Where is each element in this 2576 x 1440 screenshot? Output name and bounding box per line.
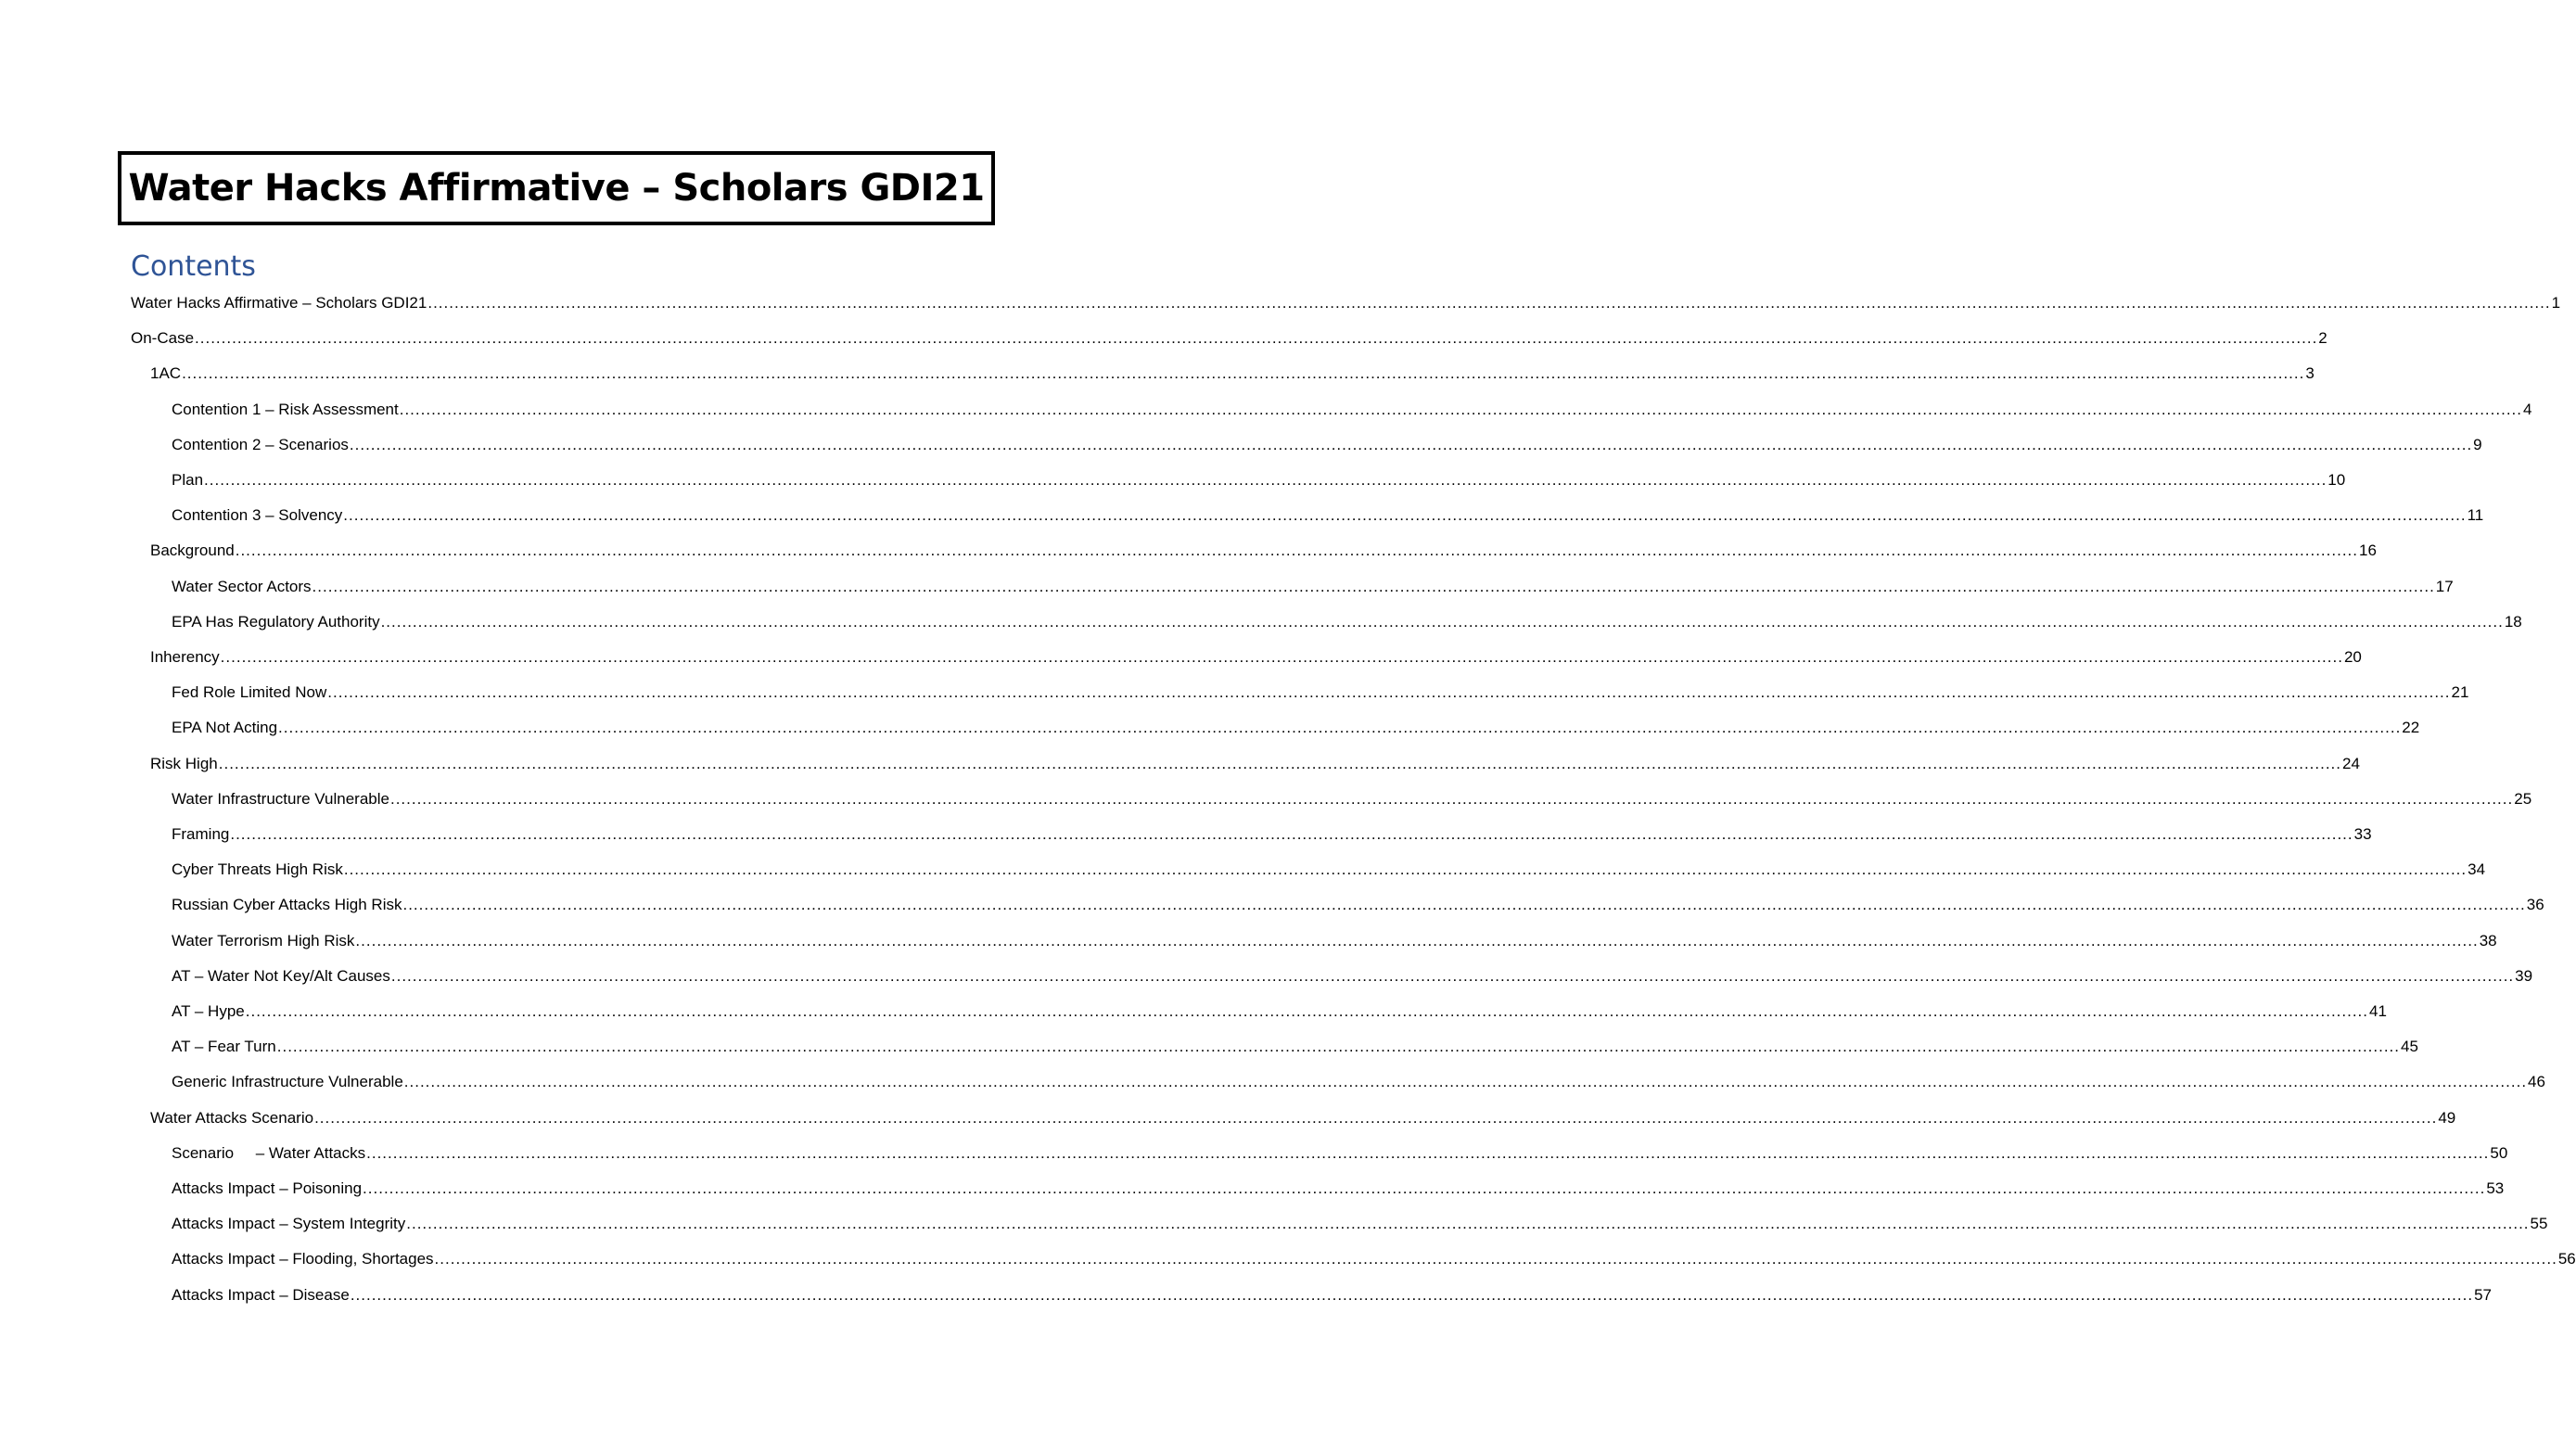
toc-entry[interactable] bbox=[131, 291, 2561, 313]
toc-dot-leader: ................................................................................................................................................................................................................................................................................................................................................................................................................ bbox=[363, 1179, 2486, 1197]
toc-entry[interactable] bbox=[131, 326, 2327, 349]
toc-entry-page-number: 3 bbox=[2305, 364, 2315, 382]
toc-dot-leader: ................................................................................................................................................................................................................................................................................................................................................................................................................ bbox=[218, 755, 2342, 772]
toc-dot-leader: ................................................................................................................................................................................................................................................................................................................................................................................................................ bbox=[204, 471, 2327, 489]
toc-entry-label: Scenario – Water Attacks bbox=[172, 1144, 366, 1162]
toc-entry-page-number: 36 bbox=[2526, 896, 2544, 913]
toc-entry-page-number: 46 bbox=[2528, 1073, 2545, 1090]
toc-entry-label: Russian Cyber Attacks High Risk bbox=[172, 896, 402, 913]
toc-entry-label: Cyber Threats High Risk bbox=[172, 860, 343, 878]
toc-entry-label: Risk High bbox=[150, 755, 218, 772]
toc-entry-page-number: 50 bbox=[2490, 1144, 2508, 1162]
toc-entry-label: Water Infrastructure Vulnerable bbox=[172, 790, 389, 808]
toc-entry-page-number: 39 bbox=[2515, 967, 2533, 985]
toc-entry[interactable] bbox=[172, 433, 2482, 455]
toc-entry-page-number: 2 bbox=[2318, 329, 2327, 347]
toc-entry-label: Fed Role Limited Now bbox=[172, 683, 327, 701]
toc-entry[interactable] bbox=[150, 362, 2315, 384]
toc-dot-leader: ................................................................................................................................................................................................................................................................................................................................................................................................................ bbox=[195, 329, 2318, 347]
toc-entry[interactable] bbox=[172, 575, 2454, 597]
toc-entry-label: Plan bbox=[172, 471, 204, 489]
toc-entry[interactable] bbox=[172, 1000, 2387, 1022]
toc-entry[interactable] bbox=[172, 858, 2486, 880]
toc-entry-page-number: 57 bbox=[2474, 1286, 2492, 1304]
toc-entry-page-number: 55 bbox=[2530, 1215, 2548, 1232]
toc-entry-label: Background bbox=[150, 542, 235, 559]
toc-entry-label: Water Attacks Scenario bbox=[150, 1109, 314, 1127]
toc-dot-leader: ................................................................................................................................................................................................................................................................................................................................................................................................................ bbox=[406, 1215, 2530, 1232]
toc-entry[interactable] bbox=[150, 645, 2362, 668]
toc-entry-label: Contention 1 – Risk Assessment bbox=[172, 401, 399, 418]
toc-entry[interactable] bbox=[172, 716, 2420, 738]
toc-entry-label: EPA Not Acting bbox=[172, 719, 278, 736]
toc-entry[interactable] bbox=[172, 1283, 2492, 1306]
toc-entry-label: AT – Hype bbox=[172, 1002, 245, 1020]
toc-entry[interactable] bbox=[172, 1212, 2548, 1234]
toc-entry[interactable] bbox=[172, 822, 2372, 845]
toc-entry-page-number: 9 bbox=[2473, 436, 2482, 453]
toc-entry-page-number: 53 bbox=[2486, 1179, 2505, 1197]
toc-entry-page-number: 25 bbox=[2514, 790, 2532, 808]
toc-entry-page-number: 22 bbox=[2402, 719, 2420, 736]
toc-dot-leader: ................................................................................................................................................................................................................................................................................................................................................................................................................ bbox=[399, 401, 2522, 418]
document-title: Water Hacks Affirmative – Scholars GDI21 bbox=[128, 167, 985, 210]
toc-entry[interactable] bbox=[172, 1035, 2418, 1057]
toc-entry-page-number: 11 bbox=[2467, 506, 2484, 524]
toc-entry-label: Attacks Impact – Disease bbox=[172, 1286, 350, 1304]
contents-heading: Contents bbox=[131, 250, 256, 283]
toc-entry-page-number: 1 bbox=[2551, 294, 2561, 312]
toc-entry-label: Framing bbox=[172, 825, 230, 843]
toc-dot-leader: ................................................................................................................................................................................................................................................................................................................................................................................................................ bbox=[220, 648, 2343, 666]
toc-entry[interactable] bbox=[172, 929, 2497, 951]
toc-dot-leader: ................................................................................................................................................................................................................................................................................................................................................................................................................ bbox=[389, 790, 2514, 808]
toc-entry[interactable] bbox=[172, 1177, 2505, 1199]
toc-entry-page-number: 45 bbox=[2401, 1038, 2418, 1055]
toc-entry-label: Water Terrorism High Risk bbox=[172, 932, 355, 949]
toc-entry-label: AT – Fear Turn bbox=[172, 1038, 276, 1055]
toc-dot-leader: ................................................................................................................................................................................................................................................................................................................................................................................................................ bbox=[343, 860, 2468, 878]
toc-dot-leader: ................................................................................................................................................................................................................................................................................................................................................................................................................ bbox=[350, 1286, 2474, 1304]
toc-entry-label: Contention 3 – Solvency bbox=[172, 506, 343, 524]
toc-dot-leader: ................................................................................................................................................................................................................................................................................................................................................................................................................ bbox=[390, 967, 2515, 985]
toc-entry-page-number: 56 bbox=[2557, 1250, 2576, 1268]
toc-dot-leader: ................................................................................................................................................................................................................................................................................................................................................................................................................ bbox=[182, 364, 2305, 382]
toc-entry-page-number: 20 bbox=[2343, 648, 2362, 666]
toc-dot-leader: ................................................................................................................................................................................................................................................................................................................................................................................................................ bbox=[366, 1144, 2490, 1162]
toc-entry-page-number: 34 bbox=[2468, 860, 2486, 878]
toc-entry-page-number: 18 bbox=[2504, 613, 2522, 631]
toc-entry-label: EPA Has Regulatory Authority bbox=[172, 613, 380, 631]
toc-entry[interactable] bbox=[172, 468, 2346, 491]
toc-entry-page-number: 21 bbox=[2451, 683, 2469, 701]
toc-entry[interactable] bbox=[172, 503, 2484, 526]
toc-entry-label: On-Case bbox=[131, 329, 195, 347]
toc-entry-label: AT – Water Not Key/Alt Causes bbox=[172, 967, 390, 985]
toc-dot-leader: ................................................................................................................................................................................................................................................................................................................................................................................................................ bbox=[434, 1250, 2557, 1268]
toc-dot-leader: ................................................................................................................................................................................................................................................................................................................................................................................................................ bbox=[380, 613, 2504, 631]
toc-entry[interactable] bbox=[172, 1070, 2545, 1092]
toc-dot-leader: ................................................................................................................................................................................................................................................................................................................................................................................................................ bbox=[278, 719, 2402, 736]
toc-dot-leader: ................................................................................................................................................................................................................................................................................................................................................................................................................ bbox=[230, 825, 2353, 843]
toc-entry-page-number: 49 bbox=[2438, 1109, 2456, 1127]
toc-entry-page-number: 41 bbox=[2369, 1002, 2387, 1020]
toc-entry-page-number: 17 bbox=[2435, 578, 2454, 595]
toc-dot-leader: ................................................................................................................................................................................................................................................................................................................................................................................................................ bbox=[355, 932, 2479, 949]
toc-entry[interactable] bbox=[150, 752, 2360, 774]
toc-entry-label: Generic Infrastructure Vulnerable bbox=[172, 1073, 403, 1090]
toc-entry-label: 1AC bbox=[150, 364, 182, 382]
toc-entry[interactable] bbox=[172, 787, 2532, 809]
toc-entry[interactable] bbox=[172, 964, 2533, 987]
toc-entry[interactable] bbox=[150, 539, 2377, 561]
toc-dot-leader: ................................................................................................................................................................................................................................................................................................................................................................................................................ bbox=[349, 436, 2473, 453]
toc-dot-leader: ................................................................................................................................................................................................................................................................................................................................................................................................................ bbox=[327, 683, 2451, 701]
toc-dot-leader: ................................................................................................................................................................................................................................................................................................................................................................................................................ bbox=[312, 578, 2435, 595]
toc-dot-leader: ................................................................................................................................................................................................................................................................................................................................................................................................................ bbox=[245, 1002, 2369, 1020]
toc-entry-page-number: 33 bbox=[2353, 825, 2372, 843]
toc-entry-label: Contention 2 – Scenarios bbox=[172, 436, 349, 453]
toc-entry-label: Attacks Impact – System Integrity bbox=[172, 1215, 406, 1232]
toc-dot-leader: ................................................................................................................................................................................................................................................................................................................................................................................................................ bbox=[314, 1109, 2438, 1127]
toc-entry-label: Attacks Impact – Flooding, Shortages bbox=[172, 1250, 434, 1268]
toc-entry-label: Attacks Impact – Poisoning bbox=[172, 1179, 363, 1197]
toc-dot-leader: ................................................................................................................................................................................................................................................................................................................................................................................................................ bbox=[402, 896, 2526, 913]
toc-dot-leader: ................................................................................................................................................................................................................................................................................................................................................................................................................ bbox=[235, 542, 2358, 559]
toc-entry-page-number: 38 bbox=[2479, 932, 2497, 949]
toc-entry[interactable] bbox=[172, 398, 2532, 420]
toc-entry[interactable] bbox=[172, 681, 2469, 703]
toc-entry-page-number: 10 bbox=[2327, 471, 2346, 489]
toc-entry[interactable] bbox=[172, 610, 2522, 632]
toc-entry[interactable] bbox=[172, 1141, 2508, 1164]
toc-entry-page-number: 24 bbox=[2342, 755, 2360, 772]
toc-entry-page-number: 16 bbox=[2359, 542, 2377, 559]
toc-entry-label: Water Hacks Affirmative – Scholars GDI21 bbox=[131, 294, 427, 312]
toc-entry-label: Inherency bbox=[150, 648, 220, 666]
toc-entry[interactable] bbox=[150, 1106, 2456, 1128]
toc-entry[interactable] bbox=[172, 893, 2544, 915]
toc-dot-leader: ................................................................................................................................................................................................................................................................................................................................................................................................................ bbox=[276, 1038, 2401, 1055]
toc-dot-leader: ................................................................................................................................................................................................................................................................................................................................................................................................................ bbox=[403, 1073, 2528, 1090]
toc-dot-leader: ................................................................................................................................................................................................................................................................................................................................................................................................................ bbox=[427, 294, 2551, 312]
toc-entry-page-number: 4 bbox=[2523, 401, 2532, 418]
toc-entry-label: Water Sector Actors bbox=[172, 578, 312, 595]
toc-entry[interactable] bbox=[172, 1247, 2576, 1269]
toc-dot-leader: ................................................................................................................................................................................................................................................................................................................................................................................................................ bbox=[343, 506, 2467, 524]
